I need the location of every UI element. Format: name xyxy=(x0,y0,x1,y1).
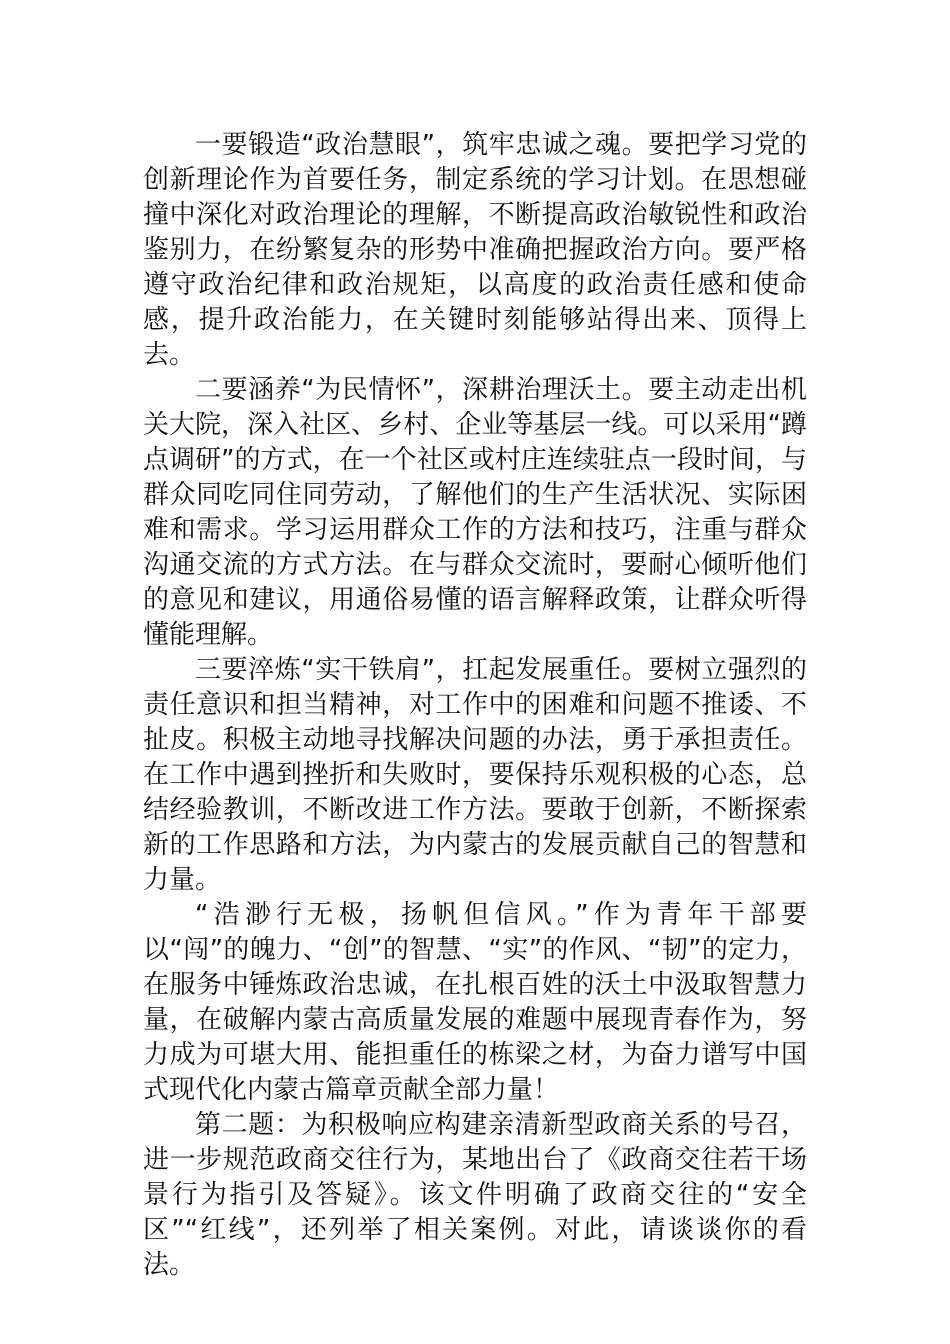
paragraph-practical-shoulder: 三要淬炼“实干铁肩”，扛起发展重任。要树立强烈的责任意识和担当精神，对工作中的困难和问题不推诿、不扯皮。积极主动地寻找解决问题的办法，勇于承担责任。在工作中遇到挫折和失败时，要保持乐观积极的心态，总结经验教训，不断改进工作方法。要敢于创新，不断探索新的工作思路和方法，为内蒙古的发展贡献自己的智慧和力量。 xyxy=(143,655,807,895)
document-page xyxy=(143,128,807,1283)
paragraph-question-two: 第二题：为积极响应构建亲清新型政商关系的号召，进一步规范政商交往行为，某地出台了《政商交往若干场景行为指引及答疑》。该文件明确了政商交往的“安全区”“红线”，还列举了相关案例。对此，请谈谈你的看法。 xyxy=(143,1110,807,1280)
paragraph-conclusion: “浩渺行无极，扬帆但信风。”作为青年干部要以“闯”的魄力、“创”的智慧、“实”的作风、“韧”的定力，在服务中锤炼政治忠诚，在扎根百姓的沃土中汲取智慧力量，在破解内蒙古高质量发展的难题中展现青春作为，努力成为可堪大用、能担重任的栋梁之材，为奋力谱写中国式现代化内蒙古篇章贡献全部力量！ xyxy=(143,900,807,1105)
paragraph-people-sentiment: 二要涵养“为民情怀”，深耕治理沃土。要主动走出机关大院，深入社区、乡村、企业等基层一线。可以采用“蹲点调研”的方式，在一个社区或村庄连续驻点一段时间，与群众同吃同住同劳动，了解他们的生产生活状况、实际困难和需求。学习运用群众工作的方法和技巧，注重与群众沟通交流的方式方法。在与群众交流时，要耐心倾听他们的意见和建议，用通俗易懂的语言解释政策，让群众听得懂能理解。 xyxy=(143,375,807,650)
paragraph-political-insight: 一要锻造“政治慧眼”，筑牢忠诚之魂。要把学习党的创新理论作为首要任务，制定系统的学习计划。在思想碰撞中深化对政治理论的理解，不断提高政治敏锐性和政治鉴别力，在纷繁复杂的形势中准确把握政治方向。要严格遵守政治纪律和政治规矩，以高度的政治责任感和使命感，提升政治能力，在关键时刻能够站得出来、顶得上去。 xyxy=(143,130,807,370)
